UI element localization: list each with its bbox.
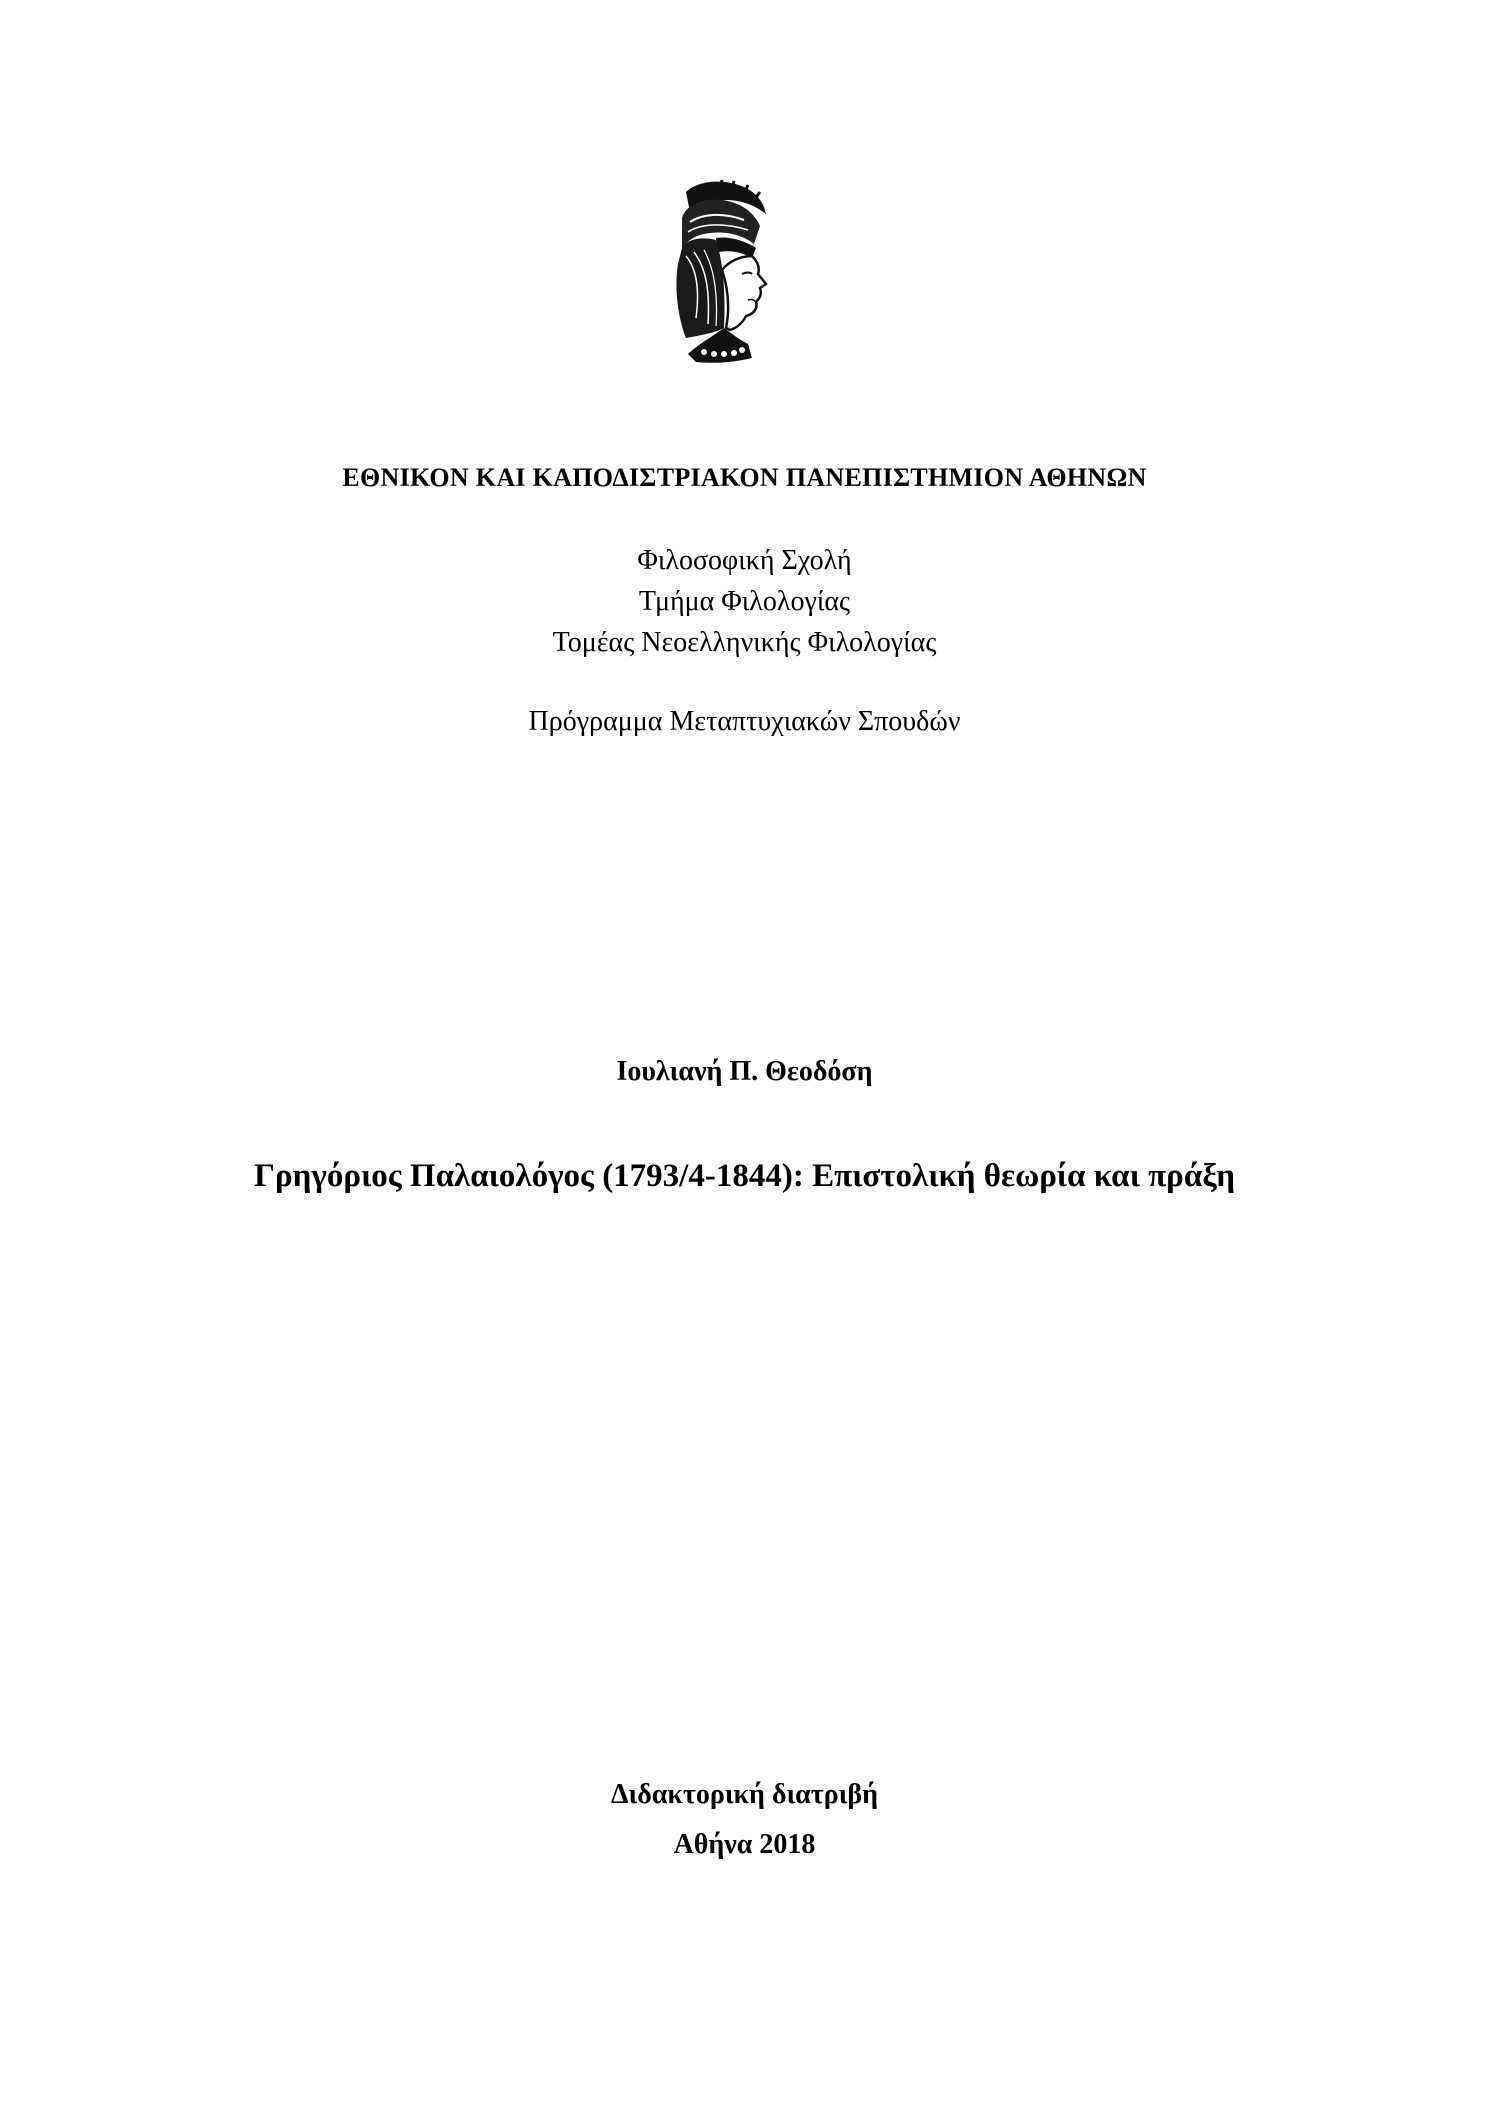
department-name: Τμήμα Φιλολογίας [638,586,851,617]
athena-helmet-head-icon [656,178,784,368]
program-name: Πρόγραμμα Μεταπτυχιακών Σπουδών [528,706,961,737]
place-year: Αθήνα 2018 [673,1829,816,1860]
sector-name: Τομέας Νεοελληνικής Φιλολογίας [552,627,937,658]
university-name: ΕΘΝΙΚΟΝ ΚΑΙ ΚΑΠΟΔΙΣΤΡΙΑΚΟΝ ΠΑΝΕΠΙΣΤΗΜΙΟΝ ΑΘΗΝΩΝ [342,463,1147,492]
faculty-name: Φιλοσοφική Σχολή [637,545,852,576]
thesis-type: Διδακτορική διατριβή [610,1779,879,1810]
author-name: Ιουλιανή Π. Θεοδόση [616,1056,873,1087]
thesis-title: Γρηγόριος Παλαιολόγος (1793/4-1844): Επιστολική θεωρία και πράξη [254,1158,1235,1194]
